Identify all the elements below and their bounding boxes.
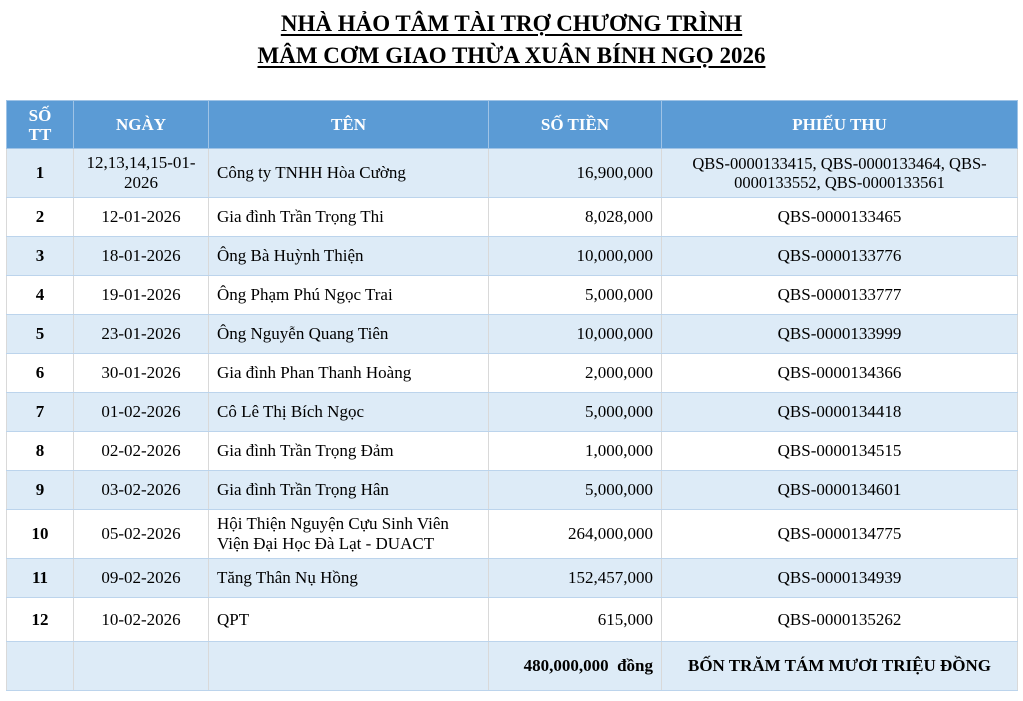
cell-name: Ông Nguyễn Quang Tiên [209,315,489,354]
table-row [7,198,1018,237]
header-amount: SỐ TIỀN [489,101,662,149]
cell-name: QPT [209,598,489,642]
cell-date: 05-02-2026 [74,510,209,559]
cell-amount: 2,000,000 [489,354,662,393]
cell-receipt: QBS-0000134939 [662,559,1018,598]
cell-name: Gia đình Trần Trọng Đảm [209,432,489,471]
header-stt-line1: SỐ [28,105,52,125]
header-name: TÊN [209,101,489,149]
table-header-row [7,101,1018,149]
cell-receipt: QBS-0000133777 [662,276,1018,315]
cell-amount: 152,457,000 [489,559,662,598]
cell-name: Cô Lê Thị Bích Ngọc [209,393,489,432]
title-line-2: MÂM CƠM GIAO THỪA XUÂN BÍNH NGỌ 2026 [257,43,766,68]
cell-name: Hội Thiện Nguyện Cựu Sinh Viên Viện Đại Học Đà Lạt - DUACT [209,510,489,559]
donor-table [6,100,1018,691]
cell-date: 19-01-2026 [74,276,209,315]
cell-amount: 5,000,000 [489,276,662,315]
cell-receipt: QBS-0000134601 [662,471,1018,510]
header-date: NGÀY [74,101,209,149]
header-stt-line2: TT [28,124,52,144]
cell-receipt: QBS-0000134418 [662,393,1018,432]
cell-date: 03-02-2026 [74,471,209,510]
table-row [7,276,1018,315]
table-row [7,237,1018,276]
cell-name: Gia đình Trần Trọng Thi [209,198,489,237]
cell-amount: 5,000,000 [489,471,662,510]
cell-name: Tăng Thân Nụ Hồng [209,559,489,598]
table-row [7,354,1018,393]
table-row [7,471,1018,510]
table-row [7,559,1018,598]
cell-stt: 7 [7,393,74,432]
cell-amount: 264,000,000 [489,510,662,559]
table-row [7,393,1018,432]
cell-receipt: QBS-0000133415, QBS-0000133464, QBS-0000133552, QBS-0000133561 [662,149,1018,198]
cell-stt: 1 [7,149,74,198]
cell-receipt: QBS-0000133465 [662,198,1018,237]
title-line-1: NHÀ HẢO TÂM TÀI TRỢ CHƯƠNG TRÌNH [280,11,743,36]
document-title [0,8,1023,72]
cell-stt: 12 [7,598,74,642]
cell-receipt: QBS-0000134515 [662,432,1018,471]
cell-date: 01-02-2026 [74,393,209,432]
cell-stt: 5 [7,315,74,354]
cell-name: Gia đình Trần Trọng Hân [209,471,489,510]
total-empty-date [74,642,209,691]
cell-stt: 6 [7,354,74,393]
cell-amount: 1,000,000 [489,432,662,471]
cell-name: Gia đình Phan Thanh Hoàng [209,354,489,393]
cell-name: Ông Bà Huỳnh Thiện [209,237,489,276]
total-row [7,642,1018,691]
cell-stt: 10 [7,510,74,559]
cell-stt: 3 [7,237,74,276]
header-receipt: PHIẾU THU [662,101,1018,149]
cell-stt: 8 [7,432,74,471]
total-empty-name [209,642,489,691]
table-row [7,432,1018,471]
table-row [7,315,1018,354]
cell-amount: 615,000 [489,598,662,642]
cell-date: 18-01-2026 [74,237,209,276]
cell-date: 02-02-2026 [74,432,209,471]
cell-amount: 10,000,000 [489,315,662,354]
total-amount: 480,000,000 đồng [489,642,662,691]
cell-date: 23-01-2026 [74,315,209,354]
cell-date: 09-02-2026 [74,559,209,598]
cell-amount: 8,028,000 [489,198,662,237]
table-row [7,510,1018,559]
cell-stt: 2 [7,198,74,237]
cell-date: 30-01-2026 [74,354,209,393]
cell-date: 12,13,14,15-01-2026 [74,149,209,198]
header-stt [7,101,74,149]
table-row [7,598,1018,642]
cell-date: 12-01-2026 [74,198,209,237]
cell-amount: 5,000,000 [489,393,662,432]
cell-stt: 11 [7,559,74,598]
cell-receipt: QBS-0000134775 [662,510,1018,559]
cell-name: Công ty TNHH Hòa Cường [209,149,489,198]
cell-receipt: QBS-0000133776 [662,237,1018,276]
cell-receipt: QBS-0000135262 [662,598,1018,642]
cell-date: 10-02-2026 [74,598,209,642]
cell-stt: 4 [7,276,74,315]
cell-name: Ông Phạm Phú Ngọc Trai [209,276,489,315]
total-empty-stt [7,642,74,691]
cell-amount: 16,900,000 [489,149,662,198]
cell-receipt: QBS-0000133999 [662,315,1018,354]
cell-receipt: QBS-0000134366 [662,354,1018,393]
total-amount-in-words: BỐN TRĂM TÁM MƯƠI TRIỆU ĐỒNG [662,642,1018,691]
table-row [7,149,1018,198]
cell-stt: 9 [7,471,74,510]
cell-amount: 10,000,000 [489,237,662,276]
